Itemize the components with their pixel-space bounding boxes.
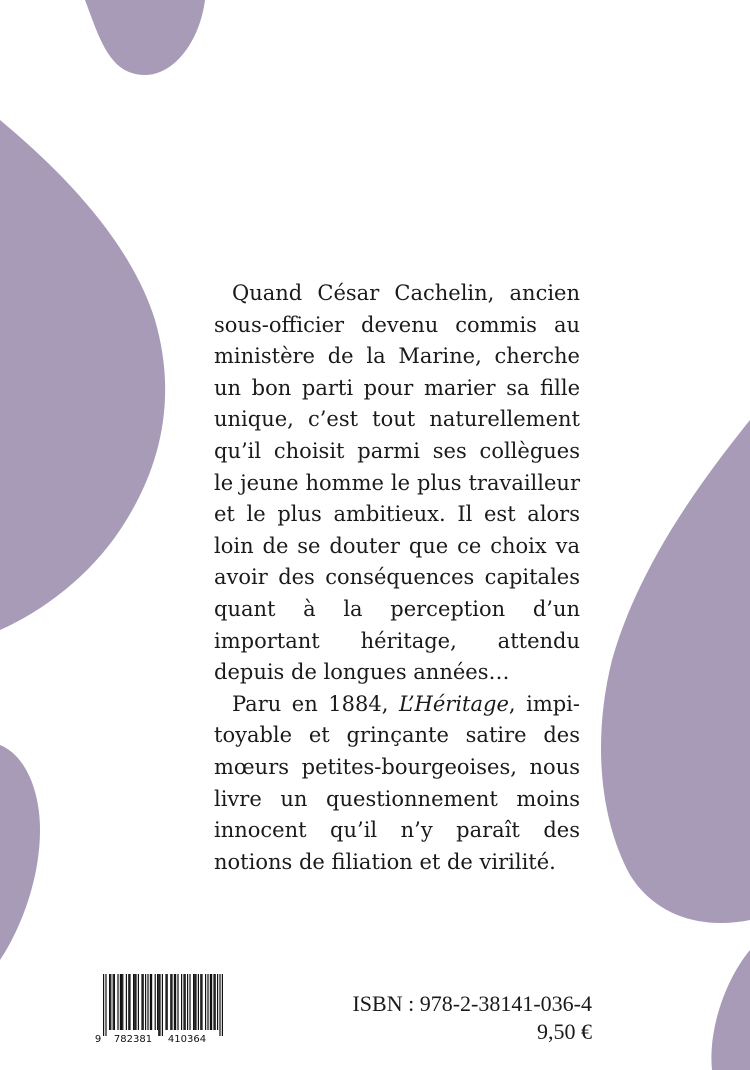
- price: 9,50 €: [537, 1019, 592, 1044]
- barcode-bar: [194, 974, 195, 1030]
- barcode-bar: [205, 974, 206, 1030]
- barcode-bar: [114, 974, 115, 1030]
- barcode-bar: [133, 974, 134, 1030]
- barcode-bar: [157, 974, 158, 1030]
- barcode-bar: [183, 974, 184, 1030]
- back-cover-blurb: [214, 278, 580, 878]
- blurb-p2-end: , impitoyable et grinçante satire des mœurs petites-bourgeoises, nous livre un questionnement moins innocent qu’il n’y paraît des notions de filiation et de virilité.: [214, 691, 581, 874]
- barcode-bar: [103, 974, 104, 1036]
- book-title: L’Héritage: [398, 691, 509, 716]
- barcode-bar: [159, 974, 160, 1036]
- barcode-bar: [222, 974, 223, 1036]
- barcode-bar: [147, 974, 148, 1030]
- barcode-digits: 410364: [167, 1034, 207, 1044]
- bottom-right-flourish: [711, 950, 750, 1070]
- barcode-bar: [210, 974, 211, 1030]
- isbn-barcode: [95, 972, 225, 1044]
- barcode-bar: [135, 974, 136, 1030]
- barcode-bar: [213, 974, 214, 1030]
- barcode-bar: [174, 974, 175, 1030]
- blurb-p2-start: Paru en 1884,: [232, 691, 399, 716]
- barcode-bar: [117, 974, 118, 1030]
- barcode-bar: [171, 974, 172, 1030]
- barcode-bar: [105, 974, 106, 1036]
- blurb-paragraph-1: Quand César Cachelin, ancien sous-officier devenu commis au ministère de la Marine, cherche un bon parti pour marier sa fille unique, c’est tout naturellement qu’il choisit parmi ses collègues le jeune homme le plus travailleur et le plus ambitieux. Il est alors loin de se douter que ce choix va avoir des conséquences capitales quant à la perception d’un important héritage, attendu depuis de longues années…: [214, 281, 580, 685]
- barcode-bar: [167, 974, 168, 1030]
- barcode-bar: [155, 974, 156, 1030]
- barcode-graphic: [95, 972, 225, 1044]
- barcode-bar: [121, 974, 122, 1030]
- barcode-bar: [211, 974, 212, 1030]
- barcode-bar: [215, 974, 216, 1030]
- blurb-paragraph-2: [214, 689, 580, 879]
- barcode-bar: [141, 974, 142, 1030]
- left-bottom-blob: [0, 745, 40, 960]
- barcode-bar: [122, 974, 123, 1030]
- barcode-bar: [162, 974, 163, 1036]
- barcode-bar: [207, 974, 208, 1030]
- barcode-bar: [185, 974, 186, 1030]
- barcode-bar: [128, 974, 129, 1030]
- barcode-bar: [195, 974, 196, 1030]
- barcode-bar: [109, 974, 110, 1030]
- barcode-bar: [158, 974, 159, 1036]
- barcode-bar: [193, 974, 194, 1030]
- barcode-bar: [187, 974, 188, 1030]
- barcode-bar: [170, 974, 171, 1030]
- barcode-bar: [113, 974, 114, 1030]
- barcode-digits: 9: [95, 1034, 102, 1044]
- barcode-bar: [181, 974, 182, 1030]
- barcode-bar: [150, 974, 151, 1030]
- barcode-bar: [138, 974, 139, 1030]
- barcode-bar: [219, 974, 220, 1036]
- barcode-bar: [165, 974, 166, 1030]
- barcode-bar: [145, 974, 146, 1030]
- barcode-bar: [177, 974, 178, 1030]
- barcode-bar: [189, 974, 190, 1030]
- isbn-number: ISBN : 978-2-38141-036-4: [352, 991, 592, 1016]
- barcode-bar: [201, 974, 202, 1030]
- barcode-bar: [134, 974, 135, 1030]
- barcode-bar: [217, 974, 218, 1030]
- barcode-bar: [200, 974, 201, 1030]
- barcode-bar: [151, 974, 152, 1030]
- barcode-bar: [126, 974, 127, 1030]
- barcode-bar: [110, 974, 111, 1030]
- left-s-curve-shape: [0, 120, 165, 630]
- top-flourish-shape: [85, 0, 205, 75]
- barcode-bar: [120, 974, 121, 1030]
- barcode-bar: [175, 974, 176, 1030]
- barcode-bar: [129, 974, 130, 1030]
- barcode-digits: 782381: [113, 1034, 153, 1044]
- barcode-bar: [198, 974, 199, 1030]
- right-flourish-shape: [601, 420, 750, 923]
- barcode-bar: [143, 974, 144, 1030]
